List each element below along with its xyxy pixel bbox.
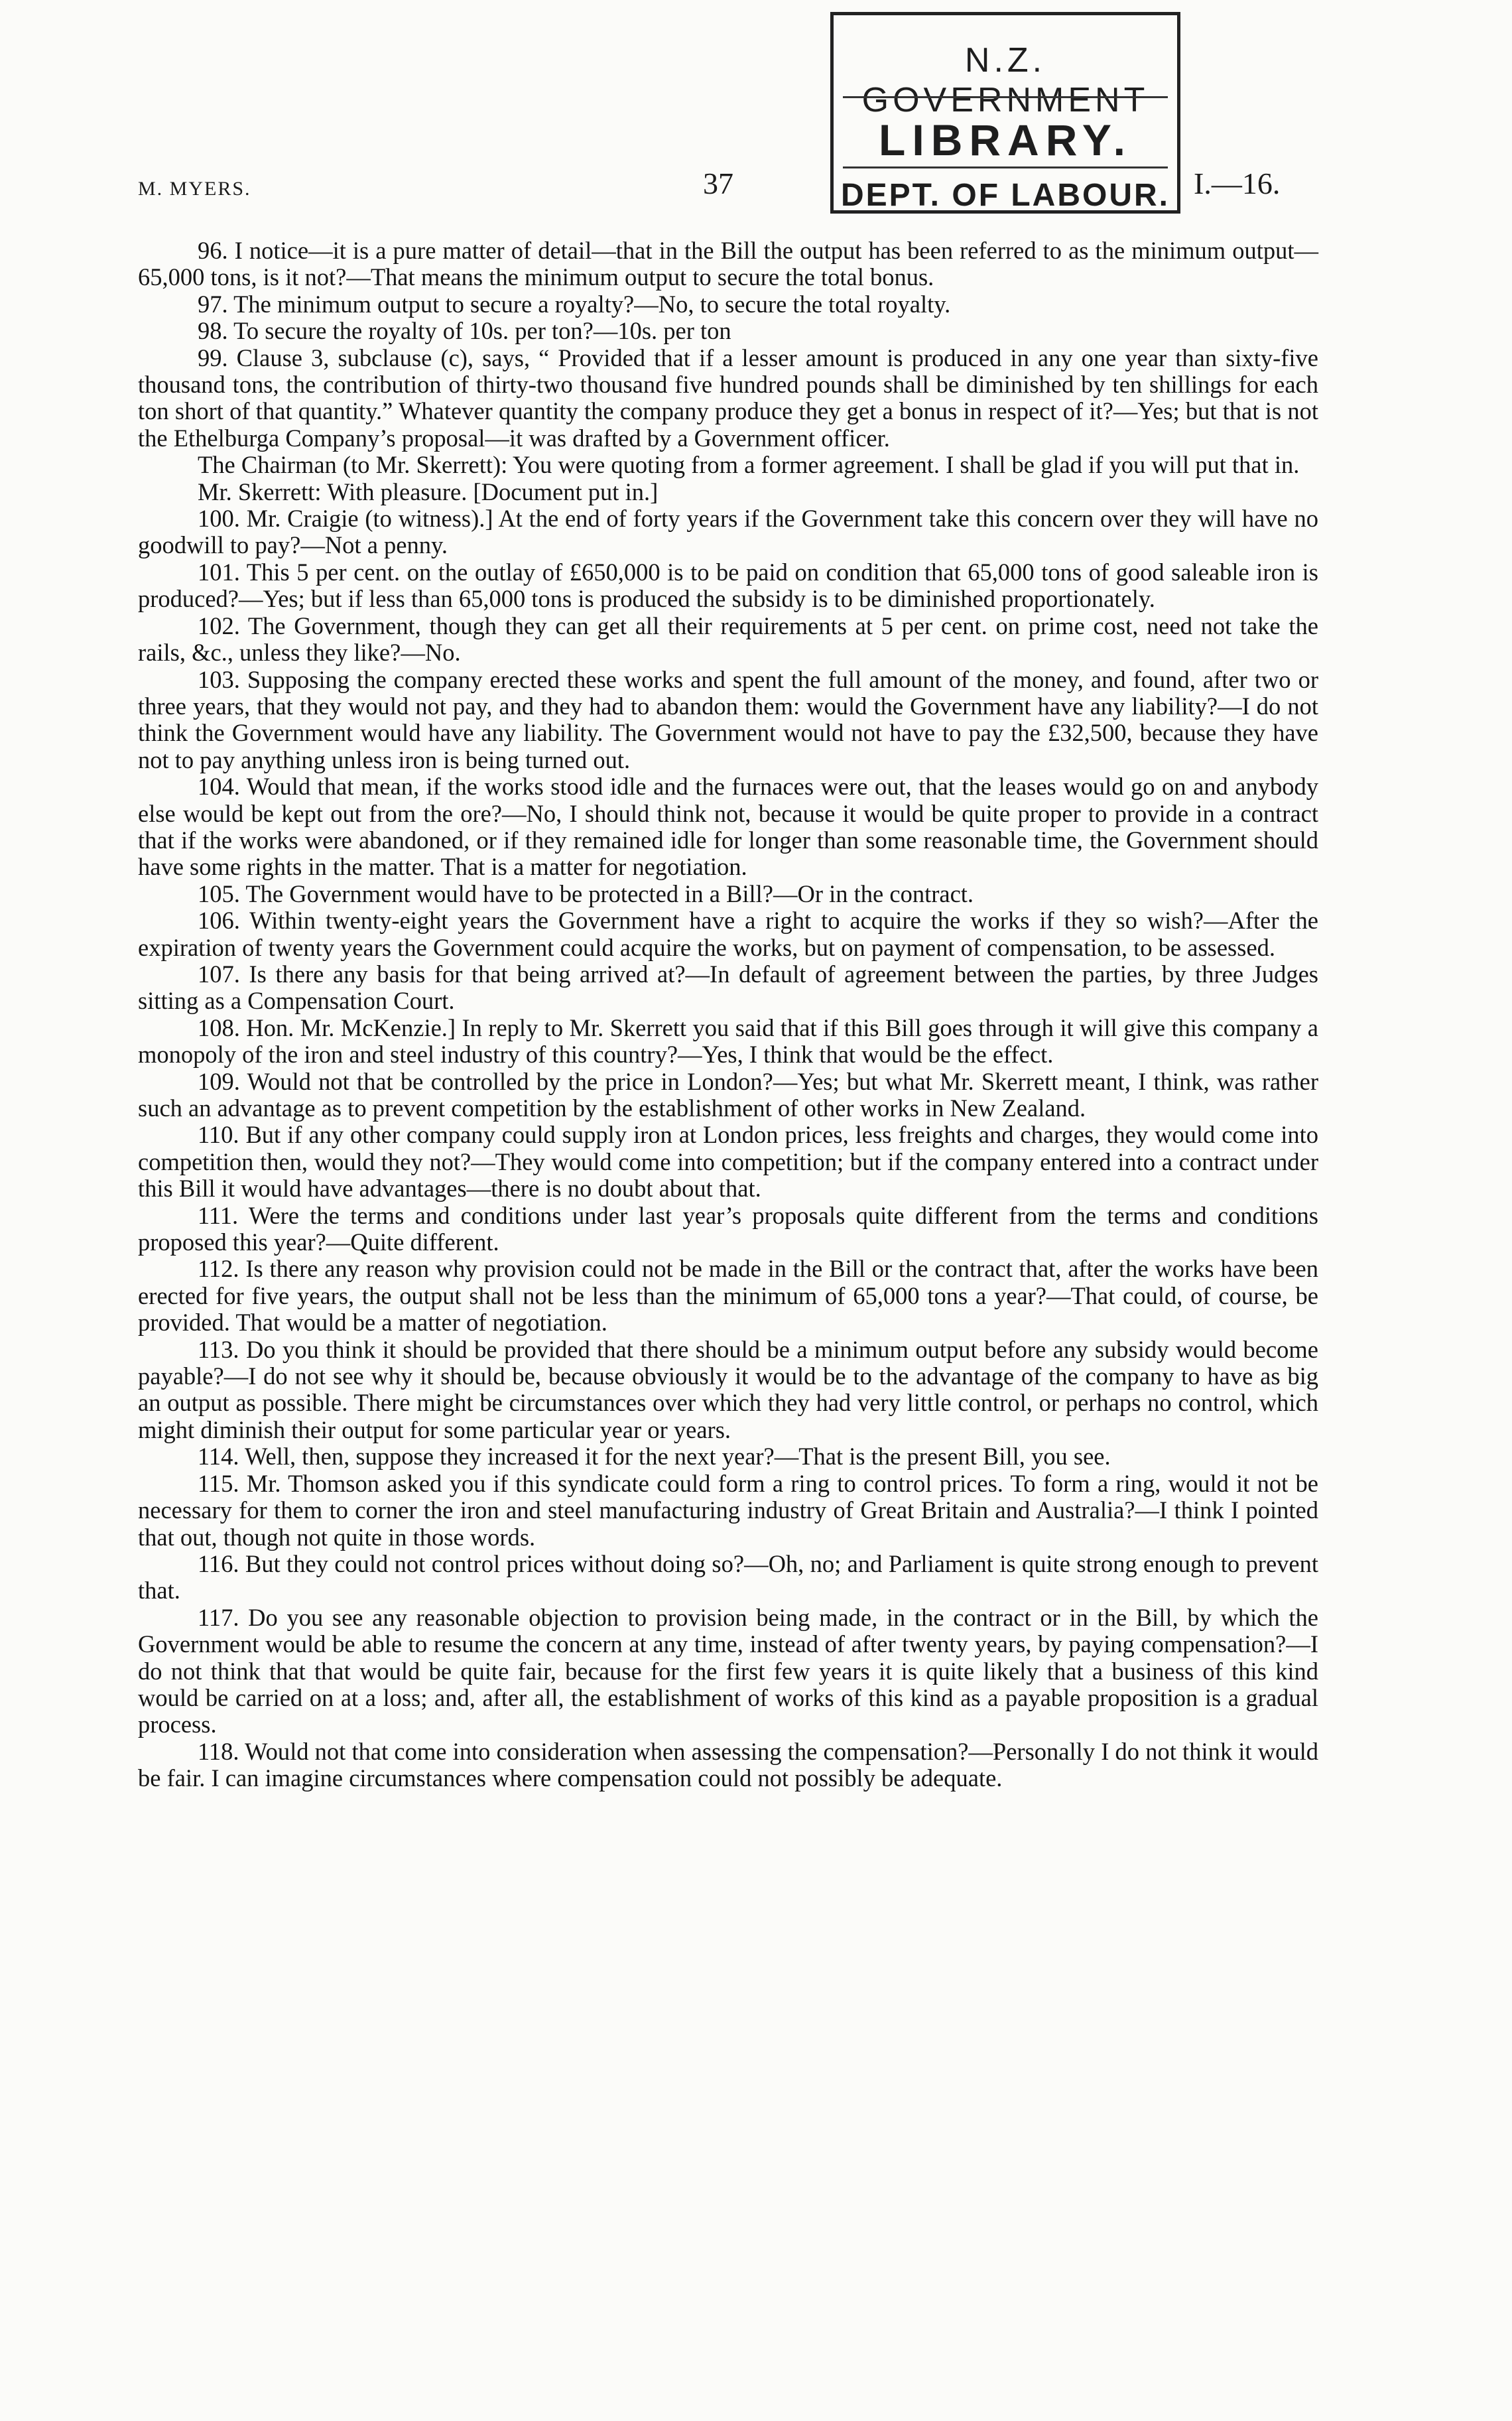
paragraph-103: 103. Supposing the company erected these works and spent the full amount of the money, and found, after two or three years, that they would not pay, and they had to abandon them: would the Government have any liability?—I do not think the Government would have any liability. The Government would not have to pay the £32,500, because they have not to pay anything unless iron is being turned out.	[138, 665, 1318, 773]
paragraph-chairman: The Chairman (to Mr. Skerrett): You were quoting from a former agreement. I shall be glad if you will put that in.	[198, 451, 1300, 479]
paragraph-115: 115. Mr. Thomson asked you if this syndicate could form a ring to control prices. To form a ring, would it not be necessary for them to corner the iron and steel manufacturing industry of Great Britain and Australia?—I think I pointed that out, though not quite in those words.	[138, 1469, 1318, 1551]
paragraph-96: 96. I notice—it is a pure matter of detail—that in the Bill the output has been referred to as the minimum output—65,000 tons, is it not?—That means the minimum output to secure the total bonus.	[138, 237, 1318, 291]
paragraph-97: 97. The minimum output to secure a royalty?—No, to secure the total royalty.	[198, 290, 951, 318]
paragraph-101: 101. This 5 per cent. on the outlay of £650,000 is to be paid on condition that 65,000 tons of good saleable iron is produced?—Yes; but if less than 65,000 tons is produced the subsidy is to be diminished proportionately.	[138, 558, 1318, 613]
stamp-line-1: N.Z. GOVERNMENT	[861, 41, 1149, 119]
paragraph-110: 110. But if any other company could supply iron at London prices, less freights and charges, they would come into competition then, would they not?—They would come into competition; but if the company entered into a contract under this Bill it would have advantages—there is no doubt about that.	[138, 1121, 1318, 1203]
paragraph-102: 102. The Government, though they can get all their requirements at 5 per cent. on prime cost, need not take the rails, &c., unless they like?—No.	[138, 612, 1318, 667]
paragraph-107: 107. Is there any basis for that being arrived at?—In default of agreement between the parties, by three Judges sitting as a Compensation Court.	[138, 960, 1318, 1015]
paragraph-113: 113. Do you think it should be provided that there should be a minimum output before any subsidy would become payable?—I do not see why it should be, because obviously it would be to the advantage of the company to have as big an output as possible. There might be circumstances over which they had very little control, or perhaps no control, which might diminish their output for some particular year or years.	[138, 1335, 1318, 1443]
paragraph-104: 104. Would that mean, if the works stood idle and the furnaces were out, that the leases would go on and anybody else would be kept out from the ore?—No, I should think not, because it would be quite proper to provide in a contract that if the works were abandoned, or if they remained idle for longer than some reasonable time, the Government should have some rights in the matter. That is a matter for negotiation.	[138, 773, 1318, 881]
paragraph-105: 105. The Government would have to be protected in a Bill?—Or in the contract.	[198, 880, 974, 907]
paragraph-118: 118. Would not that come into consideration when assessing the compensation?—Personally I do not think it would be fair. I can imagine circumstances where compensation could not possibly be adequate.	[138, 1737, 1318, 1792]
page-header	[0, 164, 1512, 211]
paragraph-116: 116. But they could not control prices without doing so?—Oh, no; and Parliament is quite strong enough to prevent that.	[138, 1549, 1318, 1604]
paragraph-109: 109. Would not that be controlled by the price in London?—Yes; but what Mr. Skerrett meant, I think, was rather such an advantage as to prevent competition by the establishment of other works in New Zealand.	[138, 1067, 1318, 1122]
paragraph-108: 108. Hon. Mr. McKenzie.] In reply to Mr. Skerrett you said that if this Bill goes through it will give this company a monopoly of the iron and steel industry of this country?—Yes, I think that would be the effect.	[138, 1014, 1318, 1069]
witness-name: M. MYERS.	[138, 178, 251, 200]
stamp-divider	[843, 166, 1168, 168]
paragraph-112: 112. Is there any reason why provision could not be made in the Bill or the contract that, after the works have been erected for five years, the output shall not be less than the minimum of 65,000 tons a year?—That could, of course, be provided. That would be a matter of negotiation.	[138, 1255, 1318, 1337]
paragraph-114: 114. Well, then, suppose they increased it for the next year?—That is the present Bill, you see.	[198, 1443, 1111, 1471]
paragraph-skerrett: Mr. Skerrett: With pleasure. [Document put in.]	[198, 478, 659, 505]
paragraph-106: 106. Within twenty-eight years the Government have a right to acquire the works if they so wish?—After the expiration of twenty years the Government could acquire the works, but on payment of compensation, to be assessed.	[138, 907, 1318, 961]
paragraph-117: 117. Do you see any reasonable objection to provision being made, in the contract or in the Bill, by which the Government would be able to resume the concern at any time, instead of after twenty years, by paying compensation?—I do not think that that would be quite fair, because for the first few years it is quite likely that a business of this kind would be carried on at a loss; and, after all, the establishment of works of this kind as a payable proposition is a gradual process.	[138, 1603, 1318, 1738]
paragraph-100: 100. Mr. Craigie (to witness).] At the end of forty years if the Government take this concern over they will have no goodwill to pay?—Not a penny.	[138, 505, 1318, 559]
stamp-line-3: DEPT. OF LABOUR.	[840, 178, 1170, 213]
paragraph-99: 99. Clause 3, subclause (c), says, “ Provided that if a lesser amount is produced in any one year than sixty-five thousand tons, the contribution of thirty-two thousand five hundred pounds shall be diminished by ten shillings for each ton short of that quantity.” Whatever quantity the company produce they get a bonus in respect of it?—Yes; but that is not the Ethelburga Company’s proposal—it was drafted by a Government officer.	[138, 344, 1318, 452]
stamp-line-2: LIBRARY.	[879, 115, 1132, 164]
stamp-divider	[843, 96, 1168, 98]
paragraph-98: 98. To secure the royalty of 10s. per ton?—10s. per ton	[198, 317, 731, 345]
evidence-text	[138, 237, 1318, 1792]
document-reference: I.—16.	[1194, 166, 1281, 200]
page-number: 37	[703, 166, 733, 200]
library-stamp	[830, 12, 1180, 214]
paragraph-111: 111. Were the terms and conditions under last year’s proposals quite different from the terms and conditions proposed this year?—Quite different.	[138, 1201, 1318, 1256]
